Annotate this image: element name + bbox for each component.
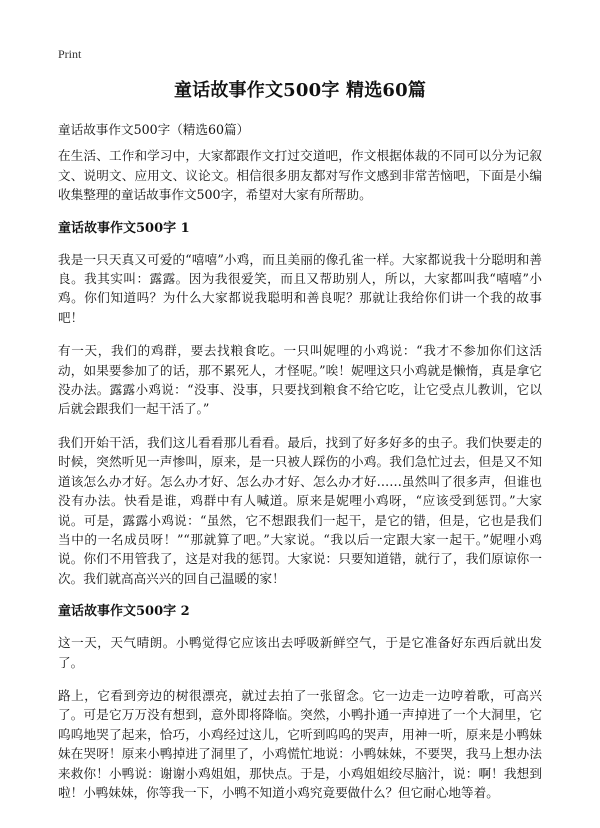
story-paragraph: 我们开始干活，我们这儿看看那儿看看。最后，找到了好多好多的虫子。我们快要走的时候，突然听见一声惨叫，原来，是一只被人踩伤的小鸡。我们急忙过去，但是又不知道该怎么办才好。怎么办才好、怎么办才好、怎么办才好……虽然叫了很多声，但谁也没有办法。快看是谁，鸡群中有人喊道。原来是妮哩小鸡呀，“应该受到惩罚。”大家说。可是，露露小鸡说：“虽然，它不想跟我们一起干，是它的错，但是，它也是我们当中的一名成员呀！”“那就算了吧。”大家说。“我以后一定跟大家一起干。”妮哩小鸡说。你们不用管我了，这是对我的惩罚。大家说：只要知道错，就行了，我们原谅你一次。我们就高高兴兴的回自己温暖的家！ [58,434,542,586]
section-heading: 童话故事作文500字 2 [58,604,190,620]
story-paragraph: 有一天，我们的鸡群，要去找粮食吃。一只叫妮哩的小鸡说：“我才不参加你们这活动，如果要参加了的话，那不累死人，才怪呢。”唉！妮哩这只小鸡就是懒惰，真是拿它没办法。露露小鸡说：“没事、没事，只要找到粮食不给它吃，让它受点儿教训，它以后就会跟我们一起干活了。” [58,343,542,417]
page-title: 童话故事作文500字 精选60篇 [173,80,427,101]
story-paragraph: 我是一只天真又可爱的“嘻嘻”小鸡，而且美丽的像孔雀一样。大家都说我十分聪明和善良。我其实叫：露露。因为我很爱笑，而且又帮助别人，所以，大家都叫我“嘻嘻”小鸡。你们知道吗？为什么大家都说我聪明和善良呢？那就让我给你们讲一个我的故事吧！ [58,251,542,325]
intro-paragraph: 在生活、工作和学习中，大家都跟作文打过交道吧，作文根据体裁的不同可以分为记叙文、说明文、应用文、议论文。相信很多朋友都对写作文感到非常苦恼吧，下面是小编收集整理的童话故事作文500字，希望对大家有所帮助。 [58,148,542,203]
article-subtitle: 童话故事作文500字（精选60篇） [58,122,250,137]
story-paragraph: 路上，它看到旁边的树很漂亮，就过去拍了一张留念。它一边走一边哼着歌，可高兴了。可是它万万没有想到，意外即将降临。突然，小鸭扑通一声掉进了一个大洞里，它呜呜地哭了起来，恰巧，小鸡经过这儿，它听到呜呜的哭声，用神一听，原来是小鸭妹妹在哭呀！原来小鸭掉进了洞里了，小鸡慌忙地说：小鸭妹妹，不要哭，我马上想办法来救你！小鸭说：谢谢小鸡姐姐，那快点。于是，小鸡姐姐绞尽脑汁，说：啊！我想到啦！小鸭妹妹，你等我一下，小鸭不知道小鸡究竟要做什么？但它耐心地等着。 [58,687,542,800]
article-body [58,120,542,816]
section-heading: 童话故事作文500字 1 [58,220,190,236]
print-link[interactable]: Print [58,47,82,61]
story-paragraph: 这一天，天气晴朗。小鸭觉得它应该出去呼吸新鲜空气，于是它准备好东西后就出发了。 [58,635,542,670]
